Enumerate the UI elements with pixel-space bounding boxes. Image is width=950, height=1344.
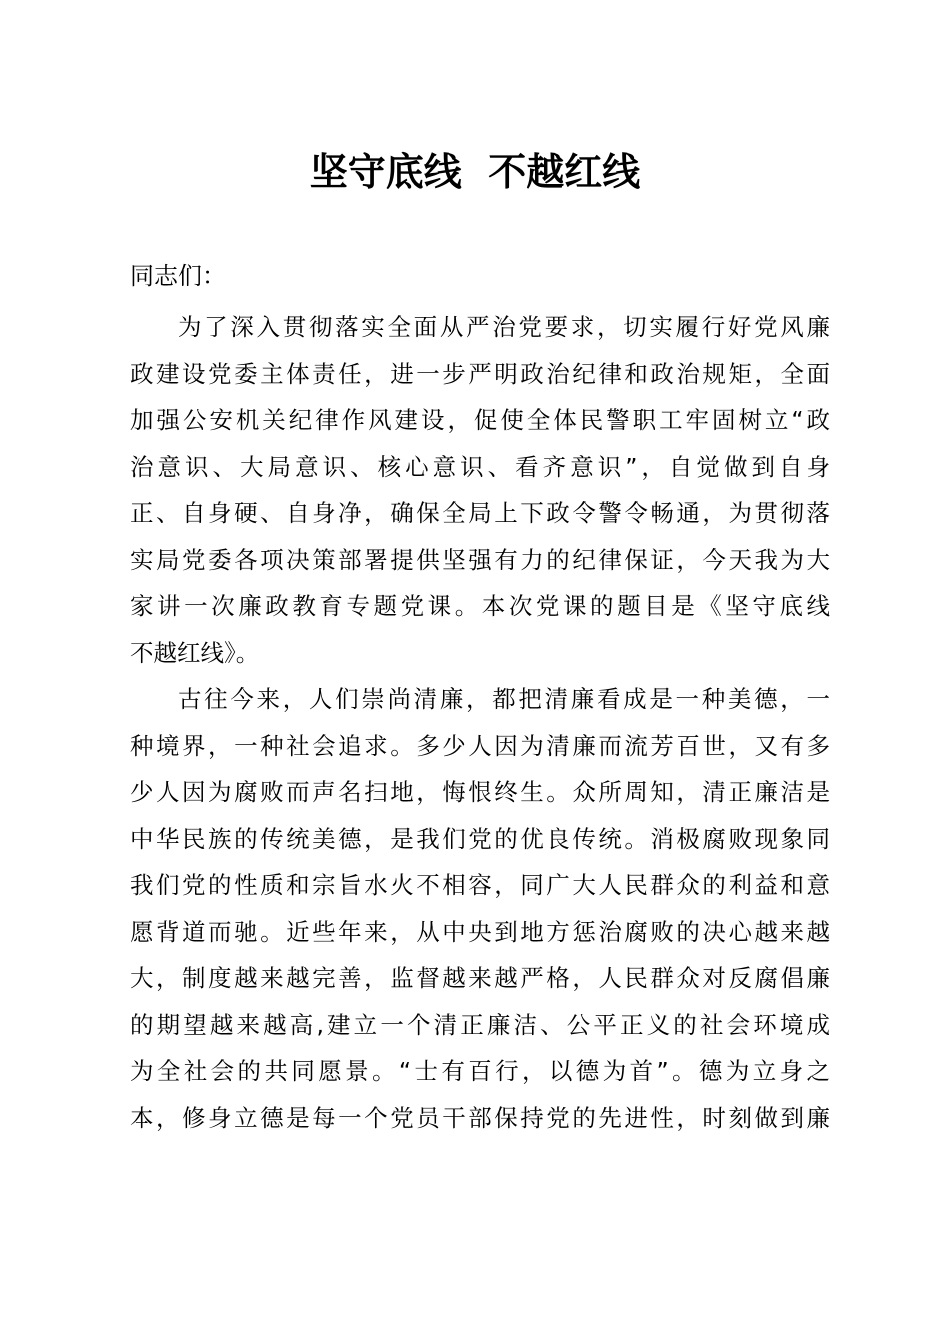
document-title: 坚守底线 不越红线 xyxy=(309,149,641,194)
paragraph-1-line: 政建设党委主体责任，进一步严明政治纪律和政治规矩，全面 xyxy=(130,359,830,388)
paragraph-2-line: 种境界，一种社会追求。多少人因为清廉而流芳百世，又有多 xyxy=(130,731,830,760)
paragraph-1-line: 实局党委各项决策部署提供坚强有力的纪律保证，今天我为大 xyxy=(130,545,830,574)
paragraph-2-line: 中华民族的传统美德，是我们党的优良传统。消极腐败现象同 xyxy=(130,824,830,853)
paragraph-2-line: 愿背道而驰。近些年来，从中央到地方惩治腐败的决心越来越 xyxy=(130,917,830,946)
paragraph-2-line: 为全社会的共同愿景。“士有百行，以德为首”。德为立身之 xyxy=(130,1057,830,1085)
paragraph-1-line: 不越红线》。 xyxy=(130,638,260,667)
paragraph-2-line: 的期望越来越高,建立一个清正廉洁、公平正义的社会环境成 xyxy=(130,1010,830,1039)
paragraph-1-line: 治意识、大局意识、核心意识、看齐意识”，自觉做到自身 xyxy=(130,452,830,481)
paragraph-1-line: 家讲一次廉政教育专题党课。本次党课的题目是《坚守底线 xyxy=(130,592,830,620)
paragraph-2-line: 大，制度越来越完善，监督越来越严格，人民群众对反腐倡廉 xyxy=(130,964,830,992)
paragraph-2-line: 少人因为腐败而声名扫地，悔恨终生。众所周知，清正廉洁是 xyxy=(130,778,830,806)
paragraph-1-line: 正、自身硬、自身净，确保全局上下政令警令畅通，为贯彻落 xyxy=(130,499,830,527)
salutation: 同志们： xyxy=(130,262,226,290)
paragraph-2-line: 本，修身立德是每一个党员干部保持党的先进性，时刻做到廉 xyxy=(130,1103,830,1132)
document-body xyxy=(130,304,830,1141)
paragraph-1-line: 加强公安机关纪律作风建设，促使全体民警职工牢固树立“政 xyxy=(130,406,830,434)
paragraph-1-line: 为了深入贯彻落实全面从严治党要求，切实履行好党风廉 xyxy=(178,313,830,341)
paragraph-2-line: 我们党的性质和宗旨水火不相容，同广大人民群众的利益和意 xyxy=(130,871,830,899)
paragraph-2-line: 古往今来，人们崇尚清廉，都把清廉看成是一种美德，一 xyxy=(178,685,830,713)
